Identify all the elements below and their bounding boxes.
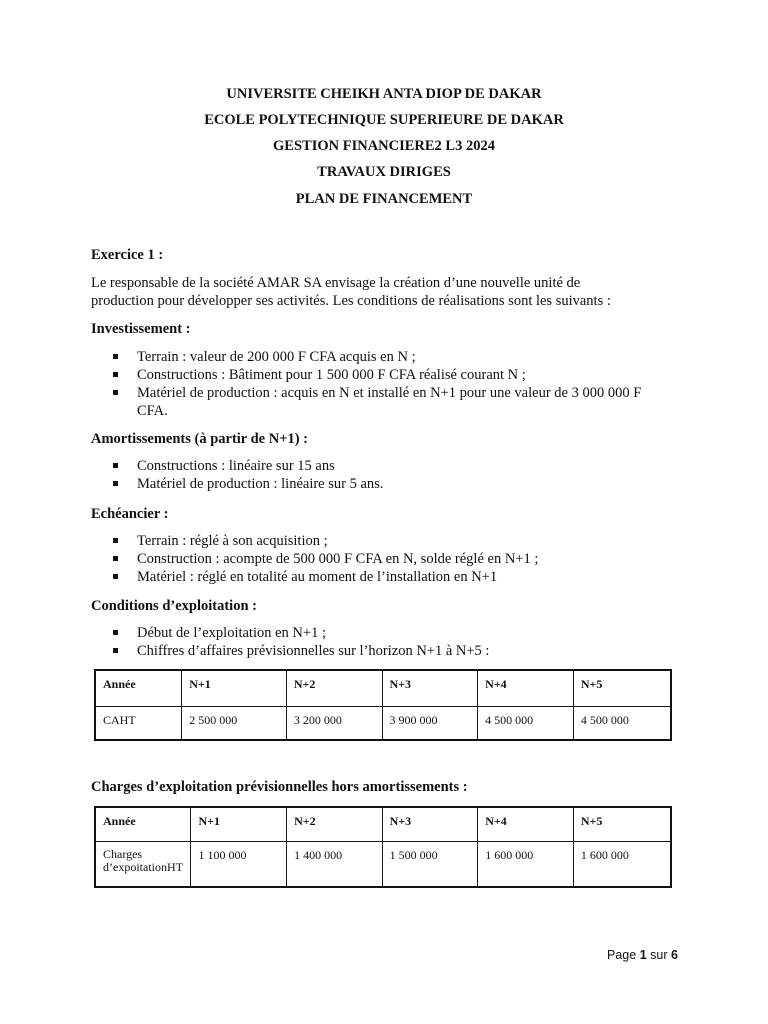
table-cell: 4 500 000 [573,706,671,740]
charges-title: Charges d’exploitation prévisionnelles hors amortissements : [91,779,468,795]
amortissements-list [91,457,711,493]
table-cell: 3 900 000 [382,706,478,740]
table-row [95,706,671,740]
total-pages: 6 [670,948,678,962]
table-cell [95,841,191,887]
table-cell: N+5 [573,670,671,706]
table-cell: CAHT [95,706,182,740]
table-cell: 4 500 000 [478,706,574,740]
table-cell: N+1 [182,670,287,706]
amortissements-title: Amortissements (à partir de N+1) : [91,431,308,447]
investissement-continuation: CFA. [137,403,168,419]
table-cell: 1 600 000 [478,841,574,887]
table-cell: 1 500 000 [382,841,478,887]
table-cell: 1 100 000 [191,841,287,887]
table-row [95,841,671,887]
table-cell: N+2 [287,807,383,841]
table-cell: N+1 [191,807,287,841]
list-item: Matériel de production : acquis en N et installé en N+1 pour une valeur de 3 000 000 F [91,384,711,402]
course-title: GESTION FINANCIERE2 L3 2024 [273,138,495,154]
list-item: Terrain : réglé à son acquisition ; [91,532,711,550]
table-cell: N+3 [382,807,478,841]
exercise-title: Exercice 1 : [91,247,164,263]
table-header-row [95,807,671,841]
university-title: UNIVERSITE CHEIKH ANTA DIOP DE DAKAR [226,86,542,102]
td-title: TRAVAUX DIRIGES [317,164,451,180]
of-word: sur [650,948,668,962]
table-cell: 1 600 000 [573,841,671,887]
list-item: Constructions : linéaire sur 15 ans [91,457,711,475]
table-cell: N+4 [478,807,574,841]
table-header-row [95,670,671,706]
exercise-intro-line2: production pour développer ses activités. Les conditions de réalisations sont les suivants : [91,293,611,309]
page-footer [607,948,678,962]
page-word: Page [607,948,637,962]
conditions-list [91,624,711,660]
table-cell: Année [95,807,191,841]
list-item: Début de l’exploitation en N+1 ; [91,624,711,642]
exercise-intro-line1: Le responsable de la société AMAR SA envisage la création d’une nouvelle unité de [91,275,581,291]
investissement-list [91,348,711,402]
list-item: Chiffres d’affaires prévisionnelles sur l’horizon N+1 à N+5 : [91,642,711,660]
topic-title: PLAN DE FINANCEMENT [295,191,473,207]
list-item: Constructions : Bâtiment pour 1 500 000 F CFA réalisé courant N ; [91,366,711,384]
ca-table [94,669,672,741]
list-item: Construction : acompte de 500 000 F CFA en N, solde réglé en N+1 ; [91,550,711,568]
list-item: Matériel de production : linéaire sur 5 ans. [91,475,711,493]
list-item: Terrain : valeur de 200 000 F CFA acquis en N ; [91,348,711,366]
investissement-title: Investissement : [91,321,191,337]
table-cell: Année [95,670,182,706]
table-cell: N+3 [382,670,478,706]
row-label-line1: Charges [103,846,143,861]
school-title: ECOLE POLYTECHNIQUE SUPERIEURE DE DAKAR [204,112,564,128]
row-label-line2: d’expoitationHT [103,859,183,874]
current-page: 1 [639,948,647,962]
charges-table [94,806,672,888]
conditions-title: Conditions d’exploitation : [91,598,257,614]
table-cell: N+2 [286,670,382,706]
table-cell: 1 400 000 [287,841,383,887]
echeancier-list [91,532,711,586]
table-cell: 2 500 000 [182,706,287,740]
table-cell: N+5 [573,807,671,841]
table-cell: N+4 [478,670,574,706]
table-cell: 3 200 000 [286,706,382,740]
list-item: Matériel : réglé en totalité au moment de l’installation en N+1 [91,568,711,586]
echeancier-title: Echéancier : [91,506,169,522]
